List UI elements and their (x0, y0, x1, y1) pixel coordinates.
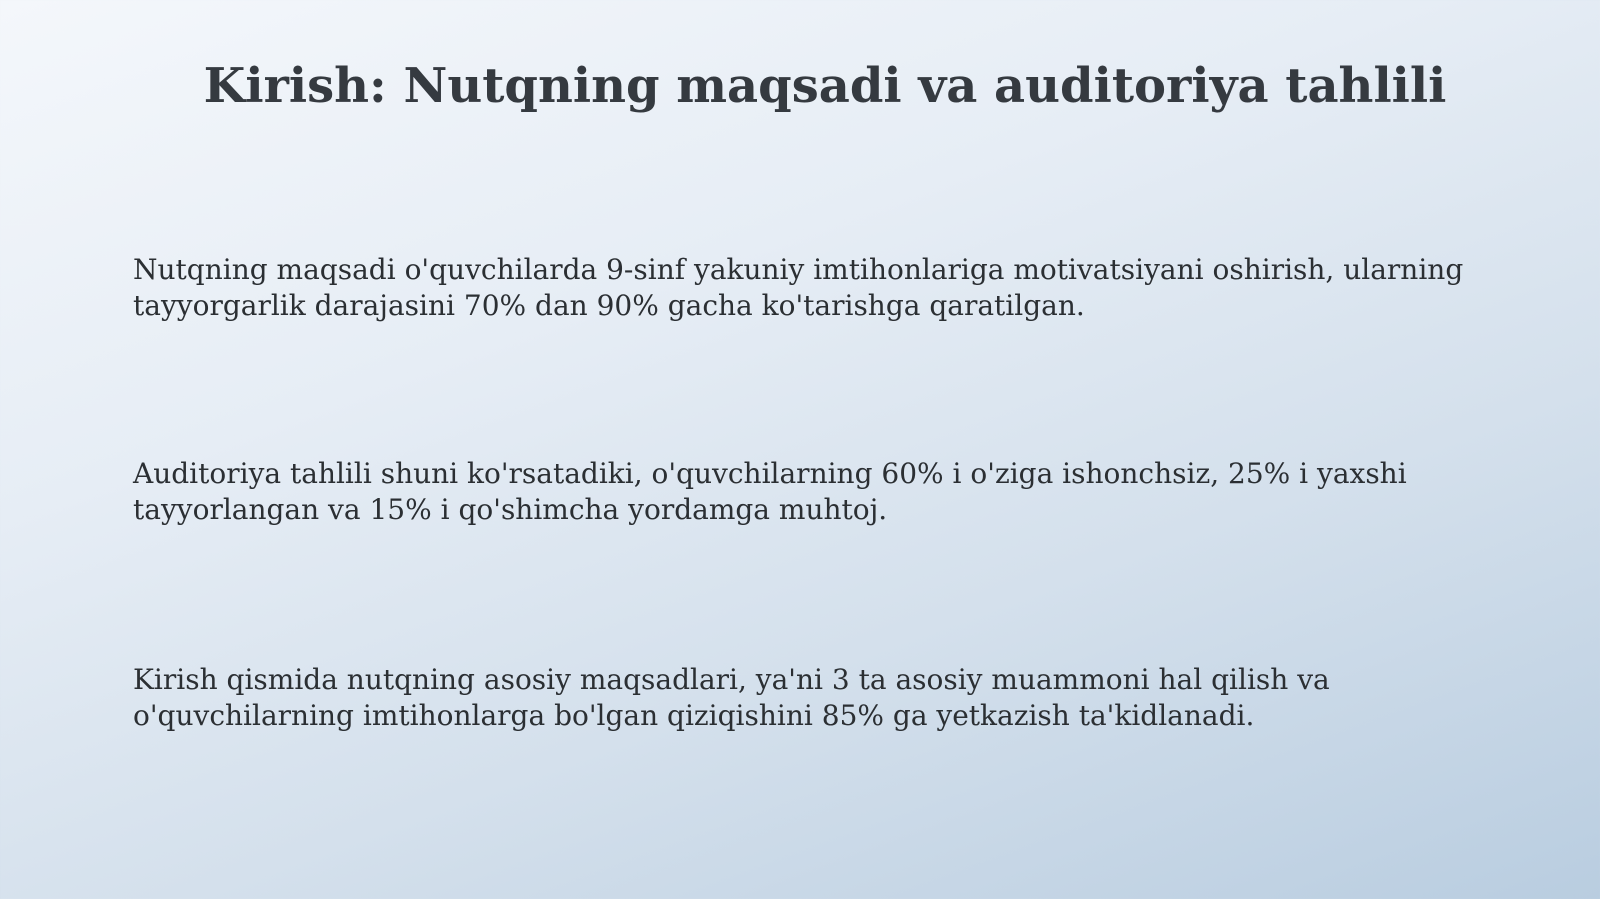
paragraph-audience-analysis: Auditoriya tahlili shuni ko'rsatadiki, o'quvchilarning 60% i o'ziga ishonchsiz, 25% i yaxshi tayyorlangan va 15% i qo'shimcha yordamga muhtoj. (133, 457, 1407, 526)
paragraph-purpose: Nutqning maqsadi o'quvchilarda 9-sinf yakuniy imtihonlariga motivatsiyani oshirish, ularning tayyorgarlik darajasini 70% dan 90% gacha ko'tarishga qaratilgan. (133, 253, 1464, 322)
paragraph-introduction-goals: Kirish qismida nutqning asosiy maqsadlari, ya'ni 3 ta asosiy muammoni hal qilish va o'quvchilarning imtihonlarga bo'lgan qiziqishini 85% ga yetkazish ta'kidlanadi. (133, 663, 1330, 732)
slide-title: Kirish: Nutqning maqsadi va auditoriya tahlili (203, 58, 1447, 114)
